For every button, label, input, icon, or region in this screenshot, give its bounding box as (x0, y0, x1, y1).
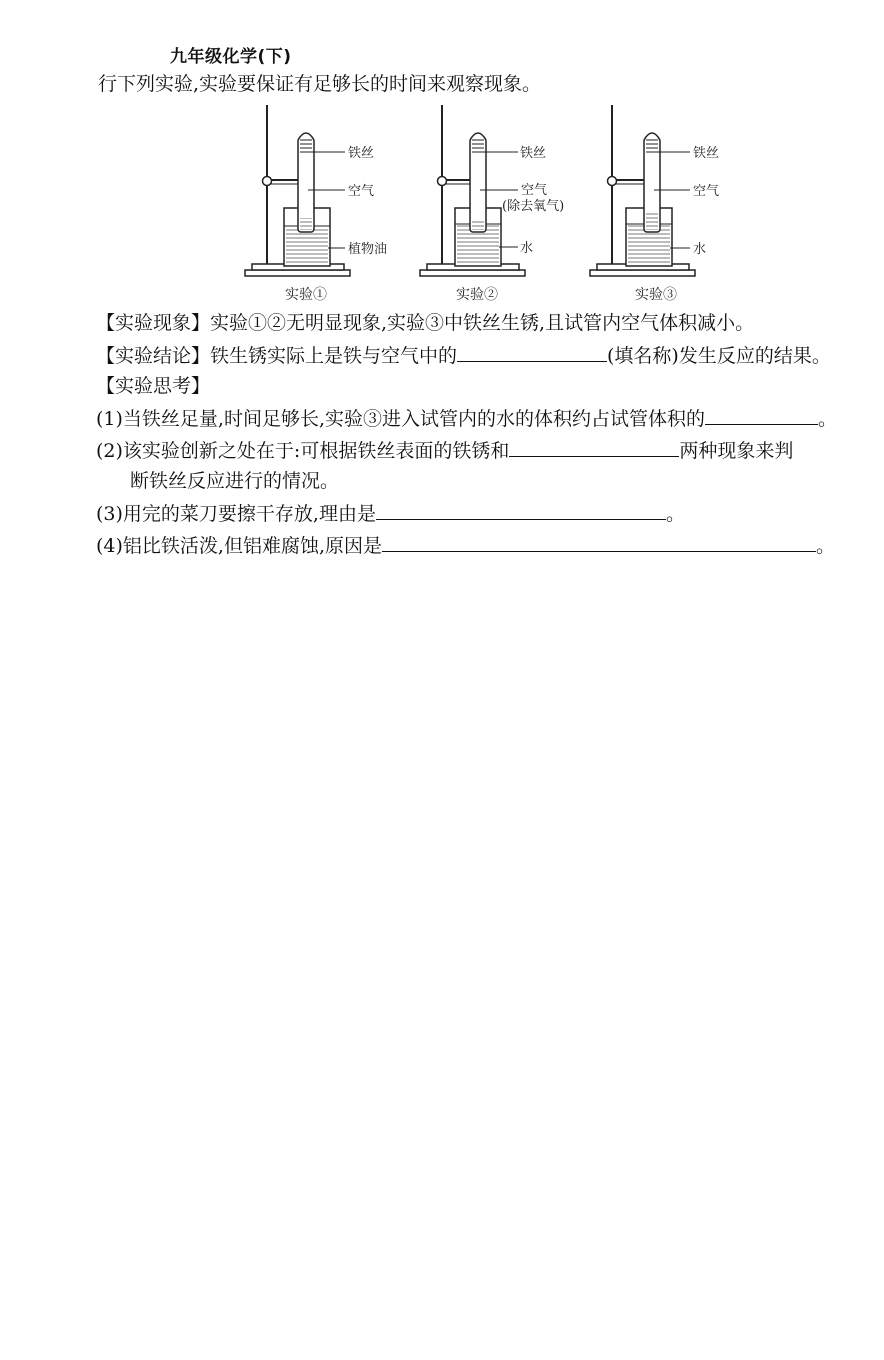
q1-end: 。 (818, 408, 838, 430)
exp3-label-wire: 铁丝 (693, 146, 720, 161)
q1-text: (1)当铁丝足量,时间足够长,实验③进入试管内的水的体积约占试管体积的 (96, 408, 705, 430)
exp1-label-air: 空气 (348, 184, 375, 199)
conclusion-answer-blank[interactable] (457, 343, 607, 362)
question-2 (96, 438, 793, 463)
phenomenon-text: 【实验现象】实验①②无明显现象,实验③中铁丝生锈,且试管内空气体积减小。 (96, 312, 755, 334)
exp3-caption: 实验③ (635, 287, 677, 303)
question-4 (96, 533, 835, 558)
conclusion-before: 【实验结论】铁生锈实际上是铁与空气中的 (96, 345, 458, 367)
exp2-label-no-oxygen: (除去氧气) (502, 199, 565, 214)
q3-answer-blank[interactable] (376, 501, 666, 520)
page-header-title: 九年级化学(下) (170, 47, 292, 67)
q2-continuation: 断铁丝反应进行的情况。 (130, 470, 340, 492)
apparatus-1 (245, 105, 350, 276)
exp1-label-wire: 铁丝 (348, 146, 375, 161)
exp3-label-air: 空气 (693, 184, 720, 199)
question-3 (96, 501, 685, 526)
q1-answer-blank[interactable] (705, 406, 818, 425)
q2-answer-blank[interactable] (509, 438, 679, 457)
conclusion-after: (填名称)发生反应的结果。 (607, 345, 831, 367)
exp1-label-oil: 植物油 (348, 242, 388, 257)
thinking-title: 【实验思考】 (96, 375, 211, 397)
exp2-label-air: 空气 (521, 183, 548, 198)
apparatus-2 (420, 105, 525, 276)
q4-answer-blank[interactable] (382, 533, 816, 552)
q4-text: (4)铝比铁活泼,但铝难腐蚀,原因是 (96, 535, 382, 557)
exp2-label-wire: 铁丝 (520, 146, 547, 161)
q4-end: 。 (816, 535, 836, 557)
q2-text: (2)该实验创新之处在于:可根据铁丝表面的铁锈和 (96, 440, 510, 462)
conclusion-line (96, 343, 831, 368)
q3-end: 。 (665, 503, 685, 525)
experiment-figure (240, 100, 730, 310)
question-1 (96, 406, 837, 431)
exp2-label-water: 水 (520, 241, 534, 256)
intro-text: 行下列实验,实验要保证有足够长的时间来观察现象。 (98, 73, 542, 95)
q3-text: (3)用完的菜刀要擦干存放,理由是 (96, 503, 376, 525)
exp3-label-water: 水 (693, 242, 707, 257)
apparatus-3 (590, 105, 695, 276)
exp2-caption: 实验② (456, 287, 498, 303)
exp1-caption: 实验① (285, 287, 327, 303)
q2-text-after: 两种现象来判 (679, 440, 794, 462)
